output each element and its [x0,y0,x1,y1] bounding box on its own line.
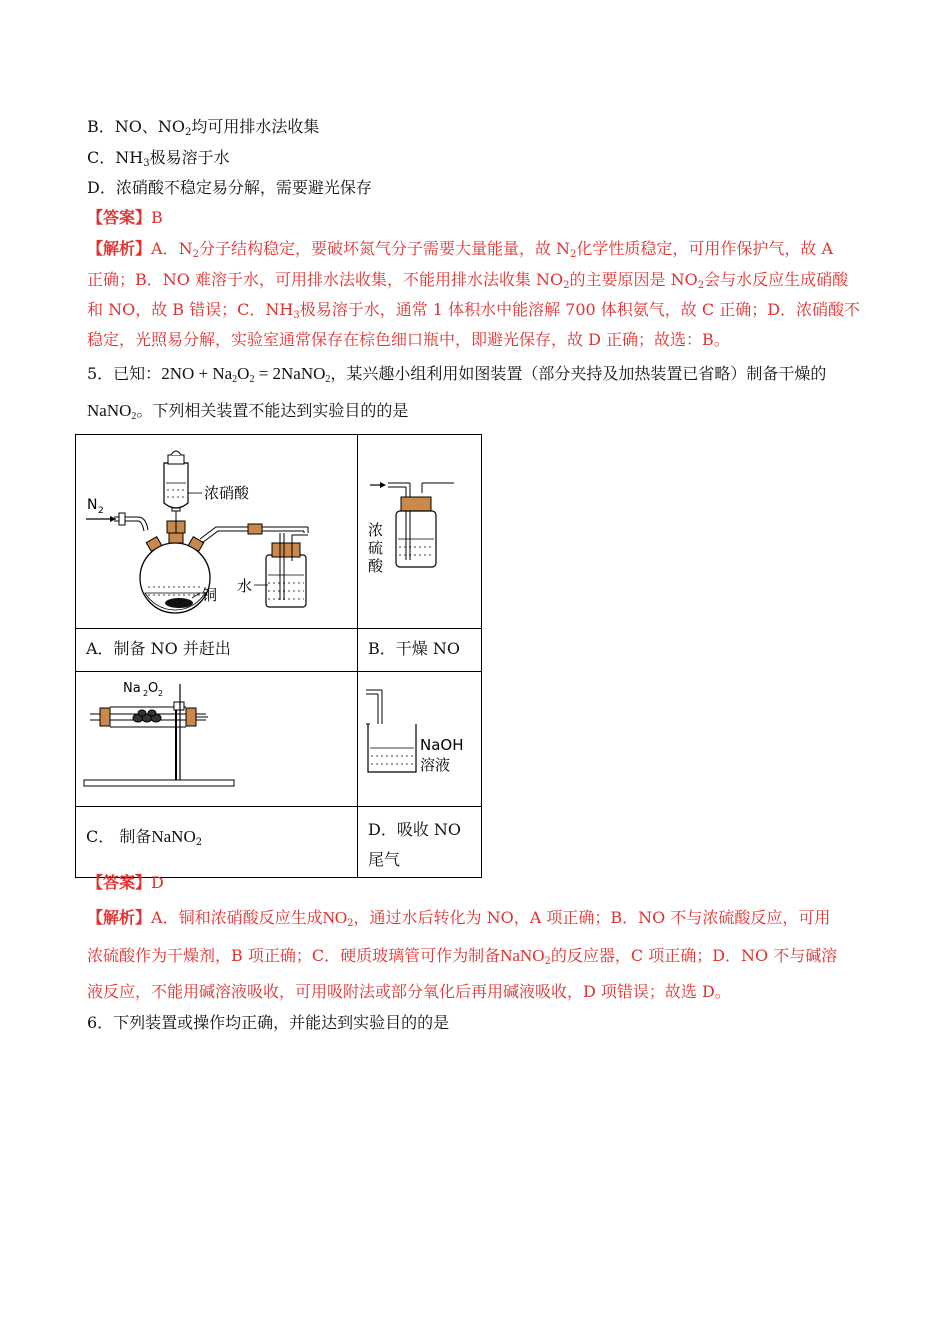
caption-c-cell [76,807,358,878]
caption-b-cell [358,629,482,672]
apparatus-d-cell [358,672,482,807]
conc-sulfuric-label-1: 浓 [368,521,384,539]
n2-label: N [87,497,98,513]
copper-label: 铜 [202,586,218,604]
na2o2-sub1: 2 [143,689,149,698]
q4-analysis-line2: 正确；B．NO 难溶于水，可用排水法收集，不能用排水法收集 $NO_2$的主要原因是 $NO_2$会与水反应生成硝酸 [87,270,849,291]
conc-sulfuric-label-3: 酸 [368,557,384,575]
conc-nitric-label: 浓硝酸 [204,484,250,502]
apparatus-c-diagram [76,672,357,802]
q4-analysis-line1: 【解析】A．$N_2$分子结构稳定，要破坏氮气分子需要大量能量，故 $N_2$化学性质稳定，可用作保护气，故 A [87,239,834,260]
na2o2-label: Na [123,681,141,696]
apparatus-a-cell [76,435,358,629]
solution-label: 溶液 [420,756,451,774]
q5-equation: $2NO + Na_2O_2$ = 2NaNO$_2$ [161,364,331,385]
copper-piece [165,598,193,608]
n2-sub: 2 [98,506,104,516]
apparatus-a-diagram [76,435,357,624]
caption-b: B．干燥 NO [368,639,460,658]
caption-a-cell [76,629,358,672]
water-label: 水 [237,577,253,595]
caption-c: C． 制备NaNO$_2$ [86,827,203,848]
q5-product-formula: NaNO$_2$ [87,401,137,422]
apparatus-b-diagram [358,435,481,624]
apparatus-b-cell [358,435,482,629]
q5-analysis-line1: 【解析】A．铜和浓硝酸反应生成$NO_2$，通过水后转化为 NO，A 项正确；B．NO 不与浓硫酸反应，可用 [87,908,831,929]
caption-a: A．制备 NO 并赶出 [86,639,231,658]
q5-analysis-line2: 浓硫酸作为干燥剂，B 项正确；C．硬质玻璃管可作为制备NaNO$_2$的反应器，C 项正确；D．NO 不与碱溶 [87,946,838,967]
caption-d: D．吸收 NO 尾气 [368,820,462,869]
na2o2-sub2: 2 [158,689,164,698]
q4-analysis-line3: 和 NO，故 B 错误；C．$NH_3$极易溶于水，通常 1 体积水中能溶解 700 体积氨气，故 C 正确；D．浓硝酸不 [87,300,861,321]
q5-apparatus-table [75,434,482,878]
q4-option-d: D．浓硝酸不稳定易分解，需要避光保存 [87,178,372,197]
q4-analysis-line4: 稳定，光照易分解，实验室通常保存在棕色细口瓶中，即避光保存，故 D 正确；故选：B。 [87,330,730,349]
apparatus-d-diagram [358,672,481,802]
q5-stem-line2: NaNO$_2$。下列相关装置不能达到实验目的的是 [87,401,409,422]
q5-stem-line1: 5．已知：$2NO + Na_2O_2$ = 2NaNO$_2$，某兴趣小组利用如图装置（部分夹持及加热装置已省略）制备干燥的 [87,364,827,385]
q5-answer: 【答案】D [87,873,164,892]
conc-sulfuric-label-2: 硫 [368,539,384,557]
q4-option-c: C．$NH_3$极易溶于水 [87,148,230,169]
q6-stem: 6．下列装置或操作均正确，并能达到实验目的的是 [87,1013,450,1032]
naoh-label: NaOH [420,736,464,754]
caption-d-cell [358,807,482,878]
q4-option-b: B．NO、$NO_2$均可用排水法收集 [87,117,320,138]
q5-analysis-line3: 液反应，不能用碱溶液吸收，可用吸附法或部分氧化后再用碱液吸收，D 项错误；故选 D。 [87,982,731,1001]
na2o2-o: O [148,681,159,696]
apparatus-c-cell [76,672,358,807]
q4-answer: 【答案】B [87,208,163,227]
